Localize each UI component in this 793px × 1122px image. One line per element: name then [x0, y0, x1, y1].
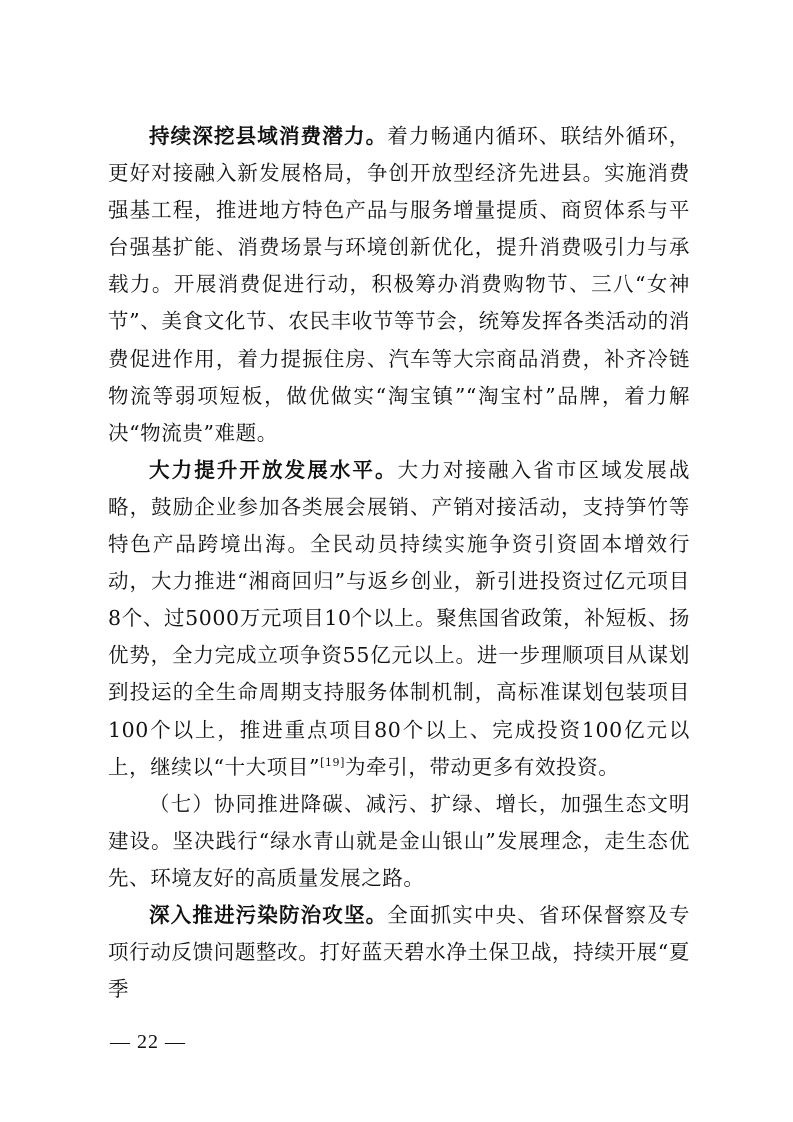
page-number: — 22 —	[110, 1031, 186, 1053]
document-page	[108, 118, 690, 1008]
paragraph-body-tail: 为牵引，带动更多有效投资。	[345, 754, 620, 779]
paragraph-body: 着力畅通内循环、联结外循环，更好对接融入新发展格局，争创开放型经济先进县。实施消费强基工程，推进地方特色产品与服务增量提质、商贸体系与平台强基扩能、消费场景与环境创新优化，提升消费吸引力与承载力。开展消费促进行动，积极筹办消费购物节、三八“女神节”、美食文化节、农民丰收节等节会，统筹发挥各类活动的消费促进作用，着力提振住房、汽车等大宗商品消费，补齐冷链物流等弱项短板，做优做实“淘宝镇”“淘宝村”品牌，着力解决“物流贵”难题。	[108, 124, 690, 445]
footnote-reference: [19]	[320, 755, 346, 769]
paragraph-heading: 大力提升开放发展水平。	[149, 457, 398, 482]
paragraph-pollution-control	[108, 897, 690, 1008]
paragraph-body: 全面抓实中央、省环保督察及专项行动反馈问题整改。打好蓝天碧水净土保卫战，持续开展“夏季	[108, 902, 690, 1002]
paragraph-heading: 深入推进污染防治攻坚。	[149, 902, 388, 927]
paragraph-body: 大力对接融入省市区域发展战略，鼓励企业参加各类展会展销、产销对接活动，支持笋竹等特色产品跨境出海。全民动员持续实施争资引资固本增效行动，大力推进“湘商回归”与返乡创业，新引进投资过亿元项目8个、过5000万元项目10个以上。聚焦国省政策，补短板、扬优势，全力完成立项争资55亿元以上。进一步理顺项目从谋划到投运的全生命周期支持服务体制机制，高标准谋划包装项目100个以上，推进重点项目80个以上、完成投资100亿元以上，继续以“十大项目”	[108, 457, 690, 779]
paragraph-opening-up	[108, 452, 690, 786]
paragraph-consumption	[108, 118, 690, 452]
paragraph-section-seven	[108, 786, 690, 897]
paragraph-heading: 持续深挖县域消费潜力。	[149, 124, 388, 148]
paragraph-body: （七）协同推进降碳、减污、扩绿、增长，加强生态文明建设。坚决践行“绿水青山就是金山银山”发展理念，走生态优先、环境友好的高质量发展之路。	[108, 791, 690, 890]
